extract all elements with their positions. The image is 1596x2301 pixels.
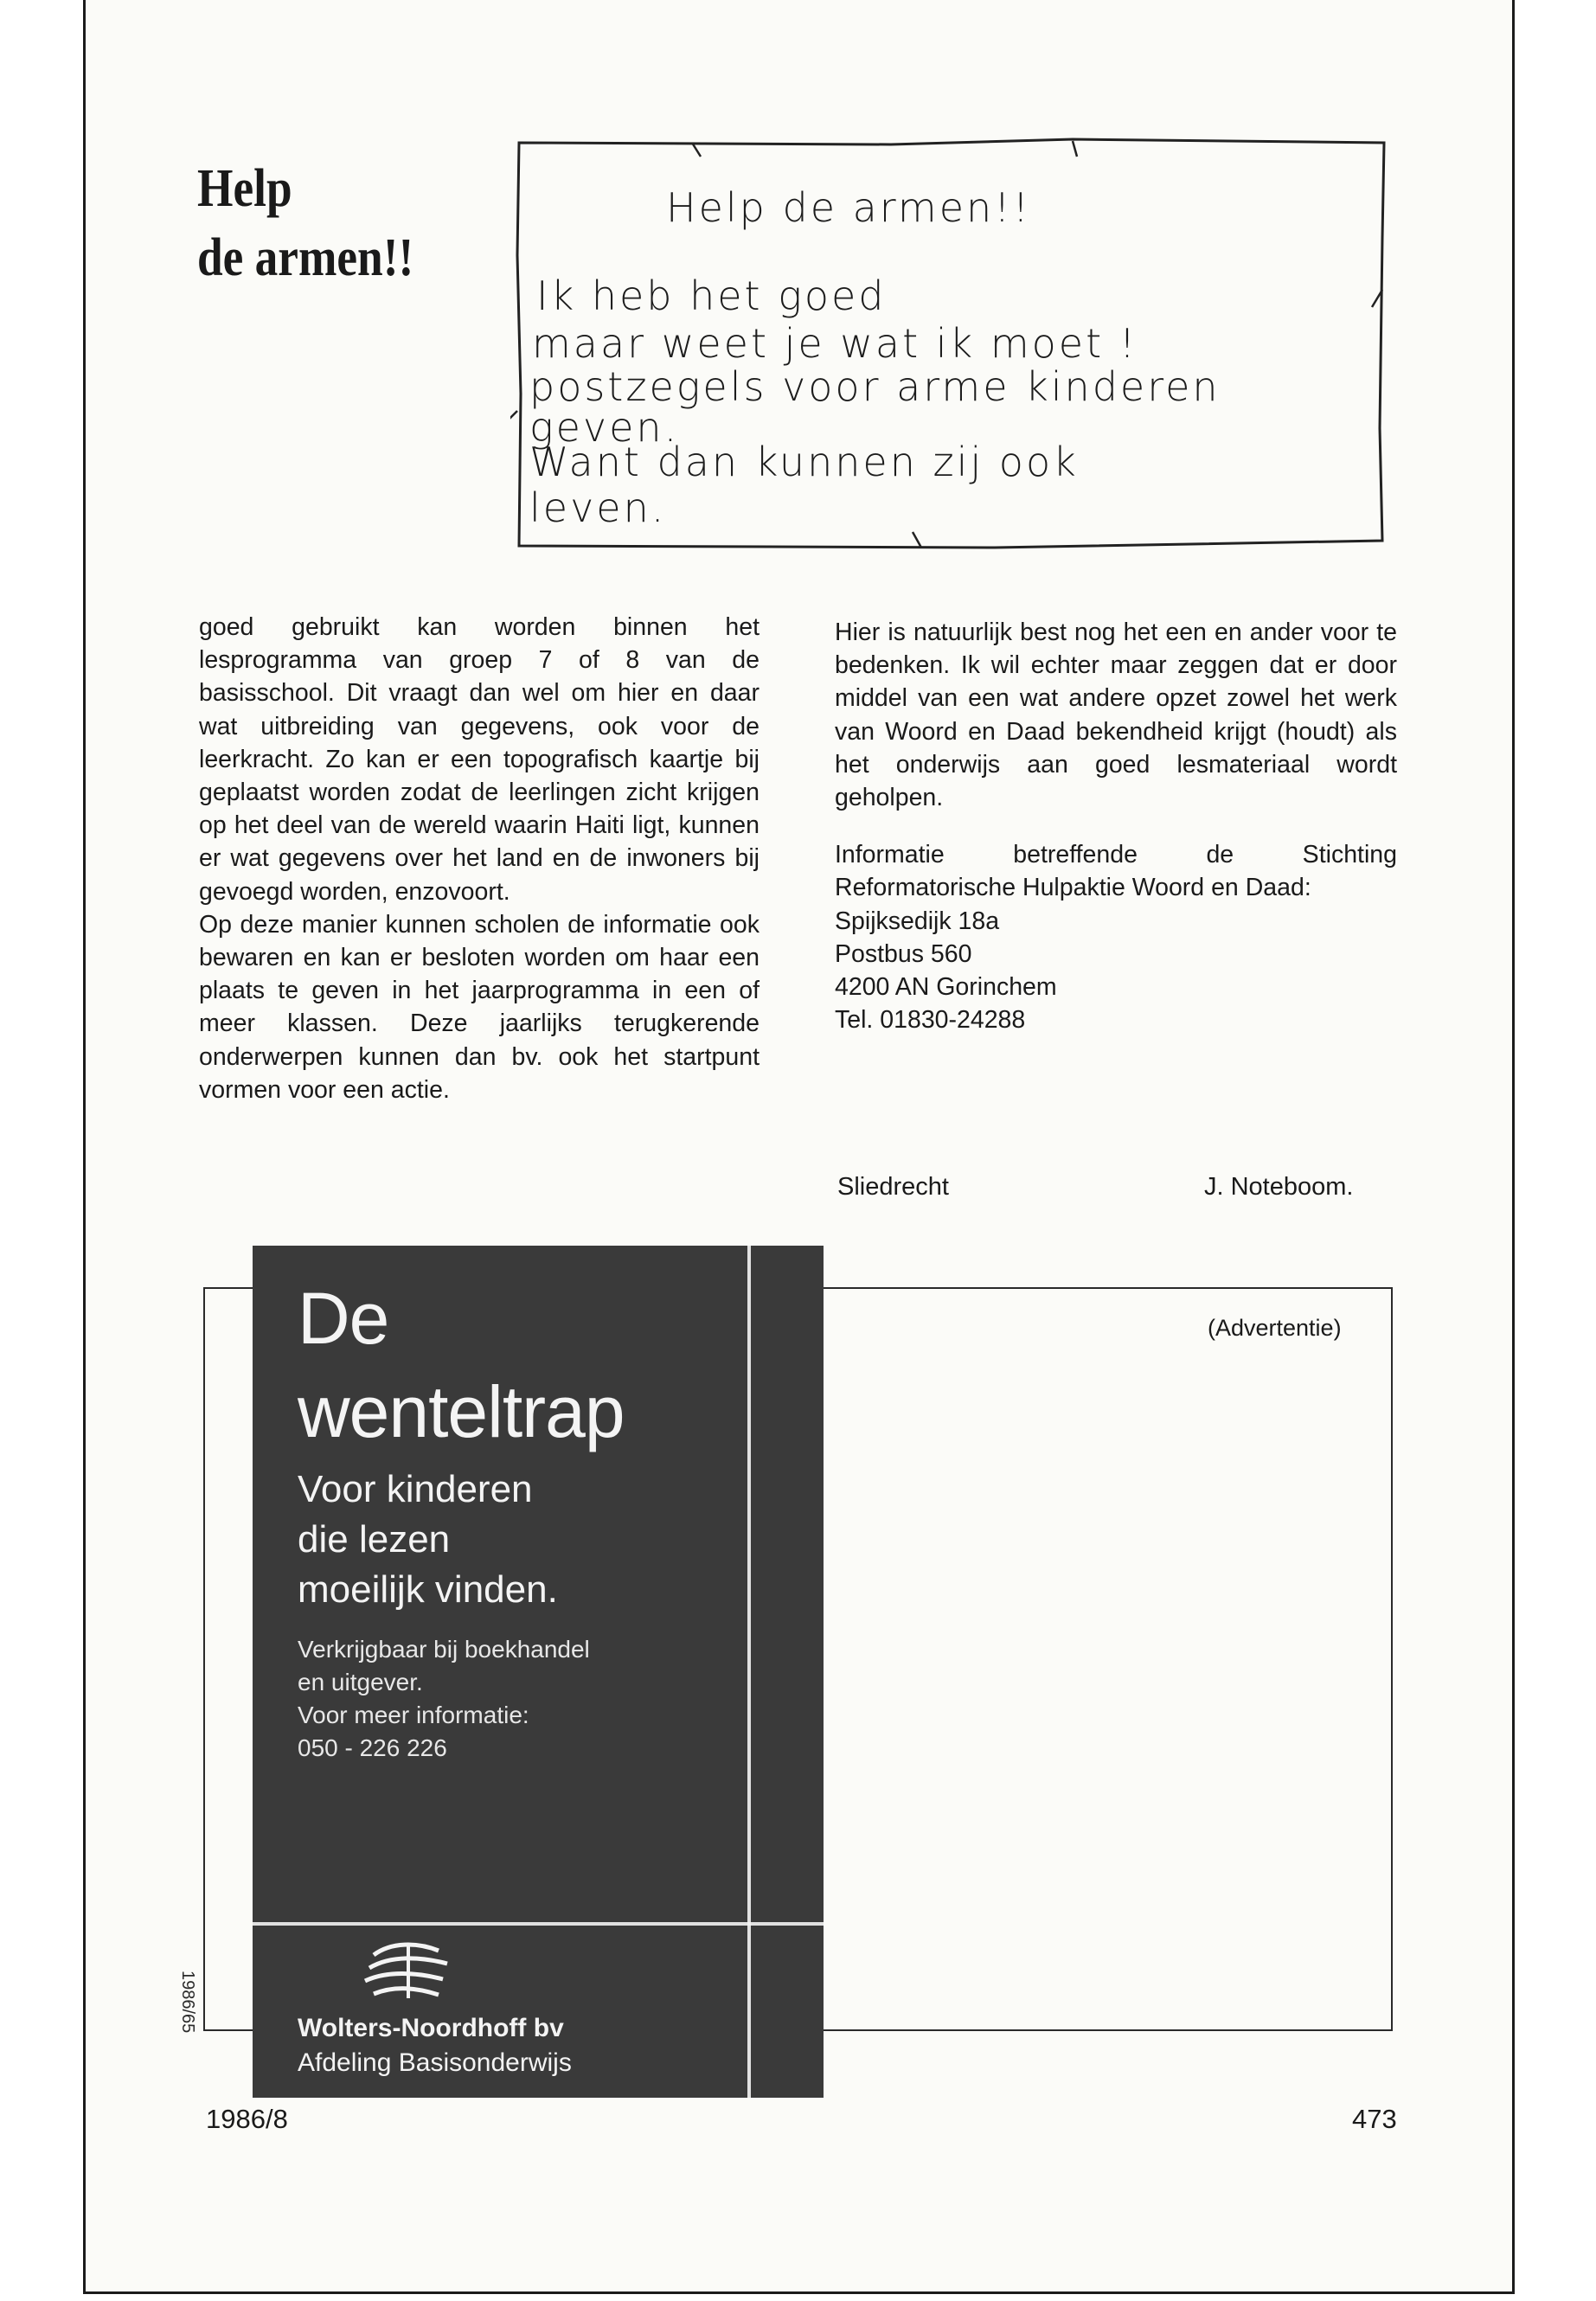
- advertisement-code: 1986/65: [178, 1971, 197, 2034]
- company-name: Wolters-Noordhoff bv: [298, 2014, 564, 2042]
- letter-line-4: geven.: [529, 404, 680, 451]
- address-block: [835, 905, 1397, 1037]
- ad-subtitle: [298, 1465, 558, 1615]
- ad-subtitle-line: die lezen: [298, 1518, 451, 1561]
- article-heading: [197, 154, 413, 292]
- left-paragraph-2: Op deze manier kunnen scholen de informatie ook bewaren en kan er besloten worden om haar een plaats te geven in het jaarprogramma in een of meer klassen. Deze jaarlijks terugkerende onderwerpen kunnen dan bv. ook het startpunt vormen voor een actie.: [199, 910, 760, 1104]
- info-paragraph: Informatie betreffende de Stichting Reformatorische Hulpaktie Woord en Daad:: [835, 841, 1397, 902]
- advertisement-panel: [253, 1246, 824, 2098]
- right-paragraph-1: Hier is natuurlijk best nog het een en ander voor te bedenken. Ik wil echter maar zeggen dat er door middel van een wat andere opzet zowel het werk van Woord en Daad bekendheid krijgt (houdt) als het onderwijs aan goed lesmateriaal wordt geholpen.: [835, 619, 1397, 812]
- address-line: Spijksedijk 18a: [835, 907, 1000, 935]
- ad-title-line-2: wenteltrap: [298, 1371, 625, 1452]
- address-line: Tel. 01830-24288: [835, 1006, 1026, 1035]
- issue-number: 1986/8: [206, 2104, 288, 2134]
- publisher-logo-icon: [356, 1938, 460, 2007]
- article-column-right: [835, 616, 1397, 1036]
- ad-company: [298, 2011, 572, 2080]
- page-number: 473: [1352, 2104, 1397, 2134]
- letter-title: Help de armen!!: [666, 184, 1032, 231]
- handwritten-letter: [510, 134, 1393, 554]
- ad-divider-horizontal: [253, 1922, 824, 1926]
- ad-info: [298, 1633, 590, 1765]
- signoff-author: J. Noteboom.: [1204, 1173, 1354, 1201]
- letter-line-3: postzegels voor arme kinderen: [529, 363, 1221, 410]
- signoff-place: Sliedrecht: [837, 1173, 949, 1201]
- ad-title: [298, 1272, 625, 1458]
- ad-subtitle-line: moeilijk vinden.: [298, 1568, 558, 1611]
- letter-line-2: maar weet je wat ik moet !: [532, 320, 1138, 367]
- address-line: Postbus 560: [835, 939, 972, 968]
- left-paragraph-1: goed gebruikt kan worden binnen het lesprogramma van groep 7 of 8 van de basisschool. Dit vraagt dan wel om hier en daar wat uitbreiding van gegevens, ook voor de leerkracht. Zo kan er een topografisch kaartje bij geplaatst worden zodat de leerlingen zicht krijgen op het deel van de wereld waarin Haiti ligt, kunnen er wat gegevens over het land en de inwoners bij gevoegd worden, enzovoort.: [199, 613, 760, 906]
- ad-info-line: Voor meer informatie:: [298, 1702, 529, 1728]
- letter-line-1: Ik heb het goed: [536, 272, 887, 319]
- ad-info-line: en uitgever.: [298, 1669, 423, 1695]
- letter-line-5: Want dan kunnen zij ook: [529, 439, 1079, 485]
- company-department: Afdeling Basisonderwijs: [298, 2048, 572, 2077]
- ad-title-line-1: De: [298, 1278, 389, 1359]
- heading-line-2: de armen!!: [197, 228, 414, 287]
- article-column-left: [199, 611, 760, 1106]
- ad-phone: 050 - 226 226: [298, 1734, 447, 1761]
- heading-line-1: Help: [197, 159, 292, 218]
- letter-line-6: leven.: [529, 484, 667, 531]
- address-line: 4200 AN Gorinchem: [835, 973, 1057, 1002]
- advertisement-label: (Advertentie): [1208, 1315, 1342, 1341]
- ad-divider-vertical: [747, 1246, 751, 2098]
- ad-info-line: Verkrijgbaar bij boekhandel: [298, 1636, 590, 1663]
- ad-subtitle-line: Voor kinderen: [298, 1468, 533, 1510]
